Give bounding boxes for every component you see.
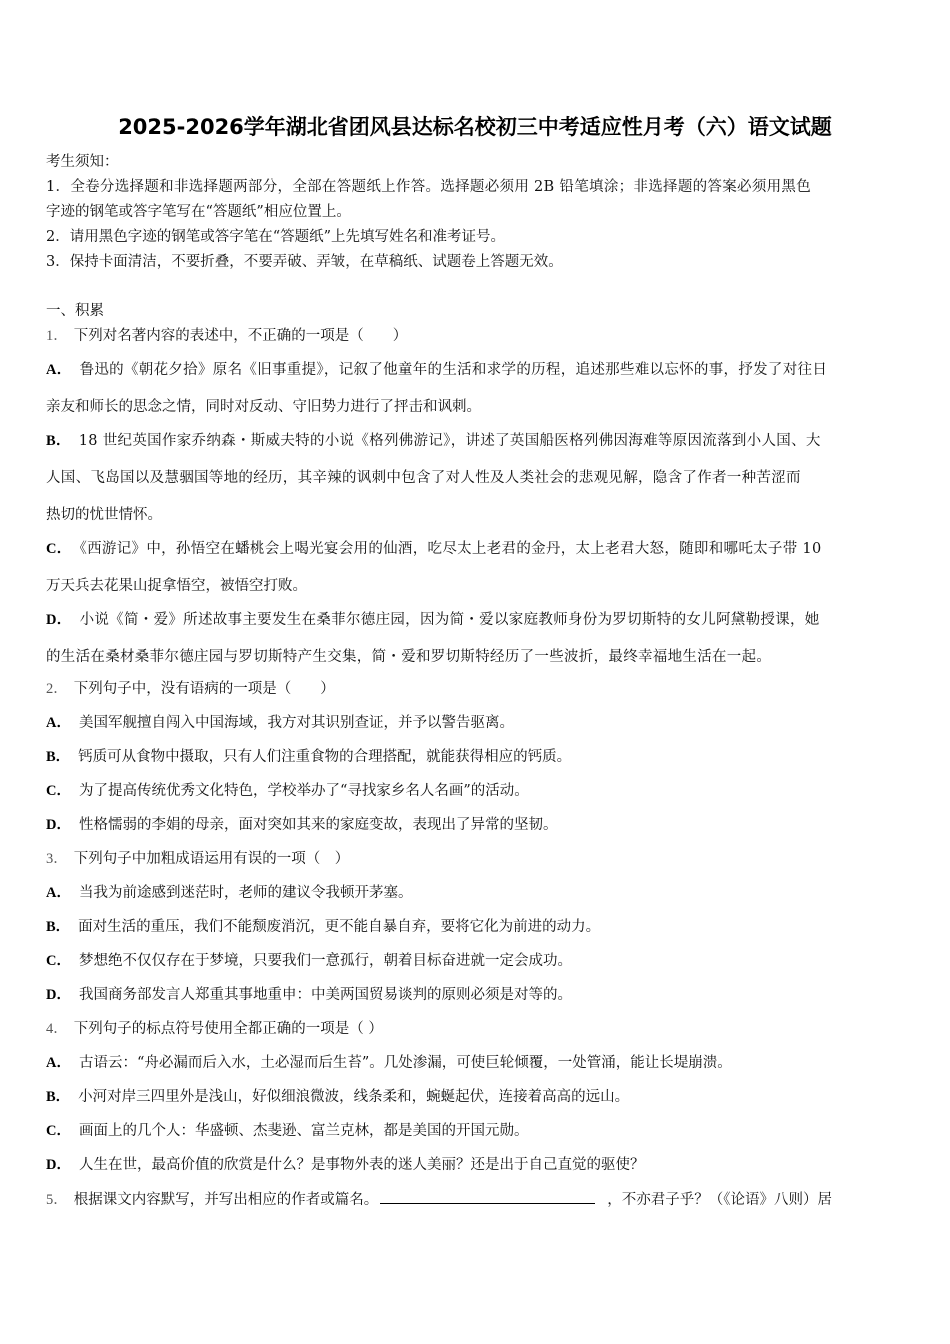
option-label: B． <box>46 433 71 449</box>
option-text: 面对生活的重压，我们不能颓废消沉，更不能自暴自弃，要将它化为前进的动力。 <box>78 919 601 935</box>
q4-option-b <box>46 1087 629 1107</box>
option-text: 人生在世，最高价值的欣赏是什么？是事物外表的迷人美丽？还是出于自己直觉的驱使？ <box>78 1157 645 1173</box>
option-label: D． <box>46 1157 71 1173</box>
question-4-stem <box>46 1019 383 1039</box>
q1-option-b-line-2: 人国、飞岛国以及慧骃国等地的经历，其辛辣的讽刺中包含了对人性及人类社会的悲观见解，隐含了作者一种苦涩而 <box>46 470 801 486</box>
notice-item-2: 2．请用黑色字迹的钢笔或答字笔在“答题纸”上先填写姓名和准考证号。 <box>46 229 506 245</box>
q4-option-d <box>46 1155 644 1175</box>
option-text: 小河对岸三四里外是浅山，好似细浪微波，线条柔和，蜿蜒起伏，连接着高高的远山。 <box>78 1089 630 1105</box>
option-text: 我国商务部发言人郑重其事地重申：中美两国贸易谈判的原则必须是对等的。 <box>78 987 572 1003</box>
q2-option-a <box>46 713 514 733</box>
option-text: 性格懦弱的李娟的母亲，面对突如其来的家庭变故，表现出了异常的坚韧。 <box>78 817 558 833</box>
q2-option-c <box>46 781 529 801</box>
q1-option-b-line-1 <box>46 431 906 451</box>
option-text: 钙质可从食物中摄取，只有人们注重食物的合理搭配，就能获得相应的钙质。 <box>78 749 572 765</box>
option-label: A． <box>46 715 71 731</box>
exam-title: 2025-2026学年湖北省团风县达标名校初三中考适应性月考（六）语文试题 <box>118 115 832 139</box>
option-text: 当我为前途感到迷茫时，老师的建议令我顿开茅塞。 <box>78 885 413 901</box>
q1-option-a-line-1 <box>46 360 906 380</box>
option-label: D． <box>46 612 72 628</box>
notice-item-3: 3．保持卡面清洁，不要折叠，不要弄破、弄皱，在草稿纸、试题卷上答题无效。 <box>46 254 563 270</box>
question-number: 1． <box>46 328 68 344</box>
option-text: 画面上的几个人：华盛顿、杰斐逊、富兰克林，都是美国的开国元勋。 <box>78 1123 529 1139</box>
option-text: 小说《简・爱》所述故事主要发生在桑菲尔德庄园，因为简・爱以家庭教师身份为罗切斯特的女儿阿黛勒授课，她 <box>79 612 820 628</box>
q2-option-b <box>46 747 571 767</box>
option-label: C． <box>46 1123 71 1139</box>
option-label: B． <box>46 1089 71 1105</box>
section-heading: 一、积累 <box>46 303 104 319</box>
option-label: D． <box>46 817 71 833</box>
q4-option-a <box>46 1053 732 1073</box>
option-text: 美国军舰擅自闯入中国海域，我方对其识别查证，并予以警告驱离。 <box>78 715 514 731</box>
option-text: 古语云：“舟必漏而后入水，土必湿而后生苔”。几处渗漏，可使巨轮倾覆，一处管涌，能让长堤崩溃。 <box>78 1055 732 1071</box>
q3-option-b <box>46 917 600 937</box>
option-label: A． <box>46 362 72 378</box>
question-3-stem <box>46 849 349 869</box>
question-1-stem <box>46 326 407 346</box>
question-number: 2． <box>46 681 68 697</box>
option-text: 18 世纪英国作家乔纳森・斯威夫特的小说《格列佛游记》，讲述了英国船医格列佛因海难等原因流落到小人国、大 <box>78 433 821 449</box>
option-text: 鲁迅的《朝花夕拾》原名《旧事重提》，记叙了他童年的生活和求学的历程，追述那些难以忘怀的事，抒发了对往日 <box>79 362 828 378</box>
q3-option-c <box>46 951 572 971</box>
notice-item-1-line-2: 字迹的钢笔或答字笔写在“答题纸”相应位置上。 <box>46 204 351 220</box>
option-label: C． <box>46 783 71 799</box>
question-text: 下列对名著内容的表述中，不正确的一项是（ ） <box>73 328 408 344</box>
question-text-after-blank: ，不亦君子乎？（《论语》八则）居 <box>607 1192 832 1208</box>
option-label: A． <box>46 1055 71 1071</box>
q1-option-c-line-1 <box>46 539 906 559</box>
option-label: B． <box>46 749 71 765</box>
q1-option-d-line-2: 的生活在桑材桑菲尔德庄园与罗切斯特产生交集，简・爱和罗切斯特经历了一些波折，最终幸福地生活在一起。 <box>46 649 772 665</box>
q1-option-d-line-1 <box>46 610 906 630</box>
option-label: C． <box>46 953 71 969</box>
q2-option-d <box>46 815 557 835</box>
option-label: A． <box>46 885 71 901</box>
notice-item-1-line-1: 1．全卷分选择题和非选择题两部分，全部在答题纸上作答。选择题必须用 2B 铅笔填涂；非选择题的答案必须用黑色 <box>46 179 812 195</box>
question-number: 5． <box>46 1192 68 1208</box>
question-number: 4． <box>46 1021 68 1037</box>
fill-in-blank[interactable] <box>380 1189 595 1204</box>
question-number: 3． <box>46 851 68 867</box>
question-5-stem <box>46 1189 832 1210</box>
notice-heading: 考生须知： <box>46 154 119 170</box>
q4-option-c <box>46 1121 528 1141</box>
question-text: 根据课文内容默写，并写出相应的作者或篇名。 <box>73 1192 379 1208</box>
option-text: 梦想绝不仅仅存在于梦境，只要我们一意孤行，朝着目标奋进就一定会成功。 <box>78 953 572 969</box>
option-label: B． <box>46 919 71 935</box>
q1-option-b-line-3: 热切的忧世情怀。 <box>46 507 162 523</box>
option-label: D． <box>46 987 71 1003</box>
option-text: 为了提高传统优秀文化特色，学校举办了“寻找家乡名人名画”的活动。 <box>78 783 529 799</box>
q3-option-d <box>46 985 572 1005</box>
q3-option-a <box>46 883 412 903</box>
question-text: 下列句子的标点符号使用全都正确的一项是（ ） <box>73 1021 383 1037</box>
question-2-stem <box>46 679 335 699</box>
q1-option-c-line-2: 万天兵去花果山捉拿悟空，被悟空打败。 <box>46 578 307 594</box>
option-label: C． <box>46 541 72 557</box>
question-text: 下列句子中加粗成语运用有误的一项（ ） <box>73 851 350 867</box>
question-text: 下列句子中，没有语病的一项是（ ） <box>73 681 335 697</box>
option-text: 《西游记》中，孙悟空在蟠桃会上喝光宴会用的仙酒，吃尽太上老君的金丹，太上老君大怒，随即和哪吒太子带 10 <box>79 541 822 557</box>
q1-option-a-line-2: 亲友和师长的思念之情，同时对反动、守旧势力进行了抨击和讽刺。 <box>46 399 481 415</box>
